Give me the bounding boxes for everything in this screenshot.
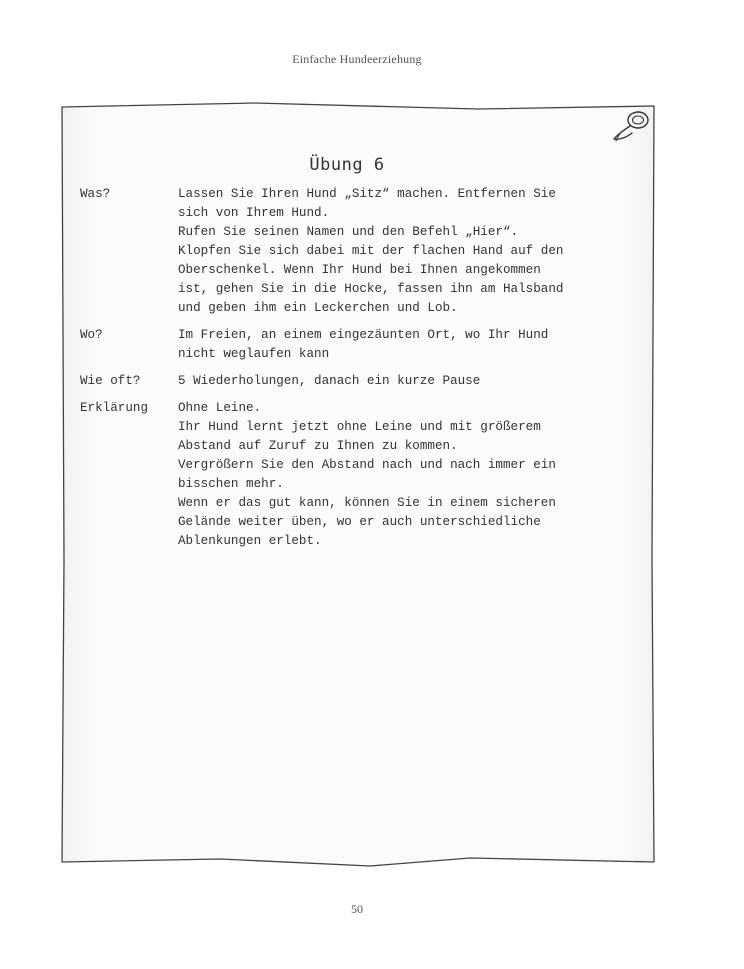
- text-line: Ablenkungen erlebt.: [178, 534, 322, 548]
- text-line: Ohne Leine.: [178, 401, 262, 415]
- exercise-row-explanation: [80, 399, 630, 551]
- text-line: ist, gehen Sie in die Hocke, fassen ihn am Halsband: [178, 282, 564, 296]
- text-line: nicht weglaufen kann: [178, 347, 330, 361]
- text-line: sich von Ihrem Hund.: [178, 206, 330, 220]
- exercise-row-how-often: [80, 372, 630, 391]
- text-line: und geben ihm ein Leckerchen und Lob.: [178, 301, 458, 315]
- row-body-how-often: [178, 372, 630, 391]
- row-body-what: [178, 185, 630, 318]
- page-number: 50: [351, 902, 363, 916]
- row-body-explanation: [178, 399, 630, 551]
- text-line: Abstand auf Zuruf zu Ihnen zu kommen.: [178, 439, 458, 453]
- text-line: bisschen mehr.: [178, 477, 284, 491]
- text-line: Rufen Sie seinen Namen und den Befehl „Hier“.: [178, 225, 519, 239]
- text-line: Lassen Sie Ihren Hund „Sitz“ machen. Entfernen Sie: [178, 187, 556, 201]
- exercise-row-where: [80, 326, 630, 364]
- text-line: 5 Wiederholungen, danach ein kurze Pause: [178, 374, 481, 388]
- row-label-what: Was?: [80, 187, 111, 201]
- text-line: Oberschenkel. Wenn Ihr Hund bei Ihnen angekommen: [178, 263, 541, 277]
- row-label-where: Wo?: [80, 328, 103, 342]
- row-label-explanation: Erklärung: [80, 401, 149, 415]
- text-line: Im Freien, an einem eingezäunten Ort, wo Ihr Hund: [178, 328, 549, 342]
- text-line: Wenn er das gut kann, können Sie in einem sicheren: [178, 496, 556, 510]
- text-line: Klopfen Sie sich dabei mit der flachen Hand auf den: [178, 244, 564, 258]
- exercise-title: Übung 6: [309, 155, 385, 175]
- exercise-table: [80, 185, 630, 559]
- running-header: Einfache Hundeerziehung: [292, 52, 422, 66]
- exercise-row-what: [80, 185, 630, 318]
- row-label-how-often: Wie oft?: [80, 374, 141, 388]
- pushpin-icon: [608, 108, 652, 144]
- text-line: Gelände weiter üben, wo er auch unterschiedliche: [178, 515, 541, 529]
- text-line: Ihr Hund lernt jetzt ohne Leine und mit größerem: [178, 420, 541, 434]
- text-line: Vergrößern Sie den Abstand nach und nach immer ein: [178, 458, 556, 472]
- row-body-where: [178, 326, 630, 364]
